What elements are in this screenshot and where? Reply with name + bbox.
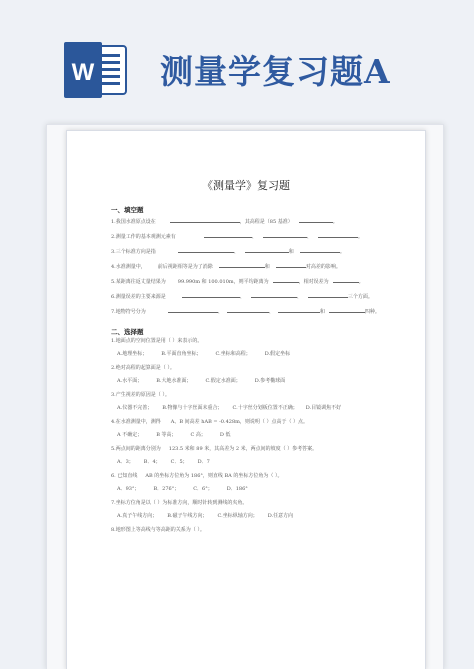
section-heading-multiple-choice: 二、选择题 <box>111 328 144 336</box>
option-c: C.坐标纵轴方向； <box>217 513 258 519</box>
question-text: 四种。 <box>364 309 380 315</box>
question-text: 5.两点间的距离分别为 <box>111 446 161 452</box>
question-text: 。 <box>357 234 363 240</box>
option-d: D.参考椭球面 <box>254 378 286 384</box>
choice-question-5 <box>111 446 317 453</box>
fill-question-4 <box>111 262 341 271</box>
option-b: B.磁子午线方向； <box>167 513 208 519</box>
option-c: C.假定水准面； <box>205 378 241 384</box>
choice-options-3 <box>117 405 341 412</box>
question-text: 。 <box>358 279 364 285</box>
choice-question-8: 8.地形图上等高线与等高距的关系为（ ）。 <box>111 527 205 533</box>
question-text: 1.我国水准原点设在 <box>111 219 156 225</box>
option-b: B．4； <box>143 459 161 465</box>
question-text: 5.某距离往返丈量结果为 <box>111 279 166 285</box>
option-c: C.坐标和高程； <box>215 351 251 357</box>
question-text: A、B 间高差 hAB = -0.428m，则说明（ ）点高于（ ）点。 <box>170 419 309 425</box>
fill-question-7 <box>111 307 380 316</box>
choice-options-1 <box>117 351 290 358</box>
option-d: D．7 <box>197 459 210 465</box>
page-title: 测量学复习题A <box>160 52 391 91</box>
option-b: B.物像与十字丝面未重合； <box>162 405 223 411</box>
question-text: 4.水准测量中， <box>111 264 146 270</box>
fill-question-1 <box>111 217 338 226</box>
option-a: A.仪器不完善； <box>117 405 153 411</box>
choice-question-7: 7.坐标方位角是以（ ）为标准方向，顺时针转到测线的夹角。 <box>111 500 248 506</box>
choice-question-3: 3.产生视差的原因是（ ）。 <box>111 392 170 398</box>
option-b: B.平面直角坐标； <box>161 351 202 357</box>
question-text: 123.5 米和 89 米，其高差为 2 米，两点间的坡度（ ）参考答案。 <box>168 446 318 452</box>
question-text: ，其高程是（85 基准） <box>239 219 293 225</box>
question-text: 7.地物符号分为 <box>111 309 146 315</box>
question-text: ，相对误差为 <box>298 279 329 285</box>
word-document-icon <box>62 42 128 98</box>
option-a: A．3； <box>117 459 134 465</box>
banner-header <box>0 0 474 118</box>
choice-question-2: 2.绝对高程的起算面是（ ）。 <box>111 365 175 371</box>
question-text: 、 <box>306 234 312 240</box>
option-d: D.假定坐标 <box>264 351 291 357</box>
question-text: 、 <box>239 294 245 300</box>
choice-options-7 <box>117 513 293 520</box>
question-text: 、 <box>268 309 274 315</box>
question-text: 、 <box>233 249 239 255</box>
option-a: A．93°； <box>117 486 140 492</box>
question-text: 和 <box>319 309 325 315</box>
question-text: 6. 已知直线 <box>111 473 138 479</box>
option-d: D．186° <box>226 486 248 492</box>
question-text: 6.测量误差的主要来源是 <box>111 294 166 300</box>
option-b: B．276°； <box>153 486 180 492</box>
choice-options-5 <box>117 459 210 466</box>
question-text: 、 <box>251 234 257 240</box>
fill-question-6 <box>111 292 373 301</box>
option-a: A.水平面； <box>117 378 143 384</box>
fill-question-2 <box>111 232 363 241</box>
fill-question-3 <box>111 247 345 256</box>
question-text: 。 <box>339 249 345 255</box>
option-d: D.任意方向 <box>267 513 294 519</box>
option-c: C．5； <box>170 459 188 465</box>
choice-question-4 <box>111 419 308 426</box>
option-a: A.真子午线方向； <box>117 513 158 519</box>
choice-options-4 <box>117 432 231 439</box>
fill-question-5 <box>111 277 364 286</box>
option-b: B 等高； <box>156 432 177 438</box>
question-text: 3.三个标准方向是指 <box>111 249 156 255</box>
question-text: 99.990m 和 100.010m，则平均距离为 <box>177 279 269 285</box>
option-d: D.目镜调焦不好 <box>305 405 342 411</box>
question-text: 对高差的影响。 <box>305 264 341 270</box>
question-text: 、 <box>296 294 302 300</box>
option-b: B.大地水准面； <box>156 378 192 384</box>
option-c: C．6°； <box>193 486 213 492</box>
document-page <box>66 130 426 669</box>
question-text: 三个方面。 <box>347 294 373 300</box>
word-logo-letter: W <box>71 59 95 86</box>
choice-question-1: 1.地面点的空间位置是用（ ）来表示的。 <box>111 338 203 344</box>
option-c: C.十字丝分划板位置不正确； <box>232 405 298 411</box>
question-text: 和 <box>264 264 270 270</box>
question-text: 4.在水准测量中，测得 <box>111 419 161 425</box>
question-text: AB 的坐标方位角为 186°，则直线 BA 的坐标方位角为（ ）。 <box>145 473 283 479</box>
question-text: 和 <box>288 249 294 255</box>
option-a: A 不确定； <box>117 432 143 438</box>
question-text: 。 <box>332 219 338 225</box>
question-text: 、 <box>217 309 223 315</box>
section-heading-fill-blank: 一、填空题 <box>111 206 144 214</box>
option-d: D 低 <box>219 432 231 438</box>
document-title: 《测量学》复习题 <box>202 179 290 192</box>
question-text: 前后视距相等是为了消除 <box>157 264 213 270</box>
option-a: A.地理坐标； <box>117 351 148 357</box>
choice-options-6 <box>117 486 248 493</box>
question-text: 2.测量工作的基本观测元素有 <box>111 234 176 240</box>
choice-options-2 <box>117 378 285 385</box>
option-c: C 高； <box>190 432 206 438</box>
choice-question-6 <box>111 473 282 480</box>
